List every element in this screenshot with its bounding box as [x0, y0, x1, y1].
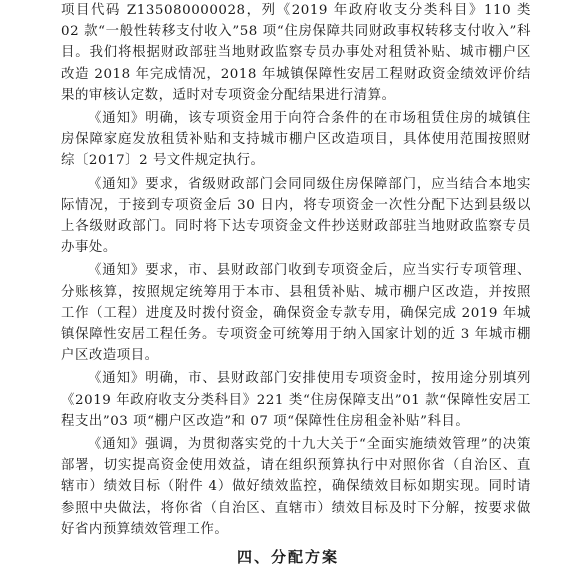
section-heading: 四、分配方案: [236, 548, 339, 566]
paragraph-provincial-allocation: 《通知》要求，省级财政部门会同同级住房保障部门，应当结合本地实际情况，于接到专项资金后 30 日内，将专项资金一次性分配下达到县级以上各级财政部门。同时将下达专项资金文件抄送财政部驻当地财政监察专员办事处。: [61, 176, 531, 256]
paragraph-usage-scope: 《通知》明确，该专项资金用于向符合条件的在市场租赁住房的城镇住房保障家庭发放租赁补贴和支持城市棚户区改造项目，具体使用范围按照财综〔2017〕2 号文件规定执行。: [61, 111, 531, 169]
paragraph-performance-management: 《通知》强调，为贯彻落实党的十九大关于“全面实施绩效管理”的决策部署，切实提高资金使用效益，请在组织预算执行中对照你省（自治区、直辖市）绩效目标（附件 4）做好绩效监控，确保绩效目标如期实现。同时请参照中央做法，将你省（自治区、直辖市）绩效目标及时下分解，按要求做好省内预算绩效管理工作。: [61, 437, 531, 537]
paragraph-county-management: 《通知》要求，市、县财政部门收到专项资金后，应当实行专项管理、分账核算，按照规定统筹用于本市、县租赁补贴、城市棚户区改造，并按照工作（工程）进度及时拨付资金，确保资金专款专用，确保完成 2019 年城镇保障性安居工程任务。专项资金可统筹用于纳入国家计划的近 3 年城市棚户区改造项目。: [61, 263, 531, 364]
document-body: [61, 0, 531, 540]
paragraph-expenditure-classification: 《通知》明确，市、县财政部门安排使用专项资金时，按用途分别填列《2019 年政府收支分类科目》221 类“住房保障支出”01 款“保障性安居工程支出”03 项“棚户区改造”和 07 项“保障性住房租金补贴”科目。: [61, 371, 531, 429]
paragraph-budget-code: 项目代码 Z135080000028，列《2019 年政府收支分类科目》110 类 02 款“一般性转移支付收入”58 项“住房保障共同财政事权转移支付收入”科目。我们将根据财政部驻当地财政监察专员办事处对租赁补贴、城市棚户区改造 2018 年完成情况，2018 年城镇保障性安居工程财政资金绩效评价结果的审核认定数，适时对专项资金分配结果进行清算。: [61, 3, 531, 103]
